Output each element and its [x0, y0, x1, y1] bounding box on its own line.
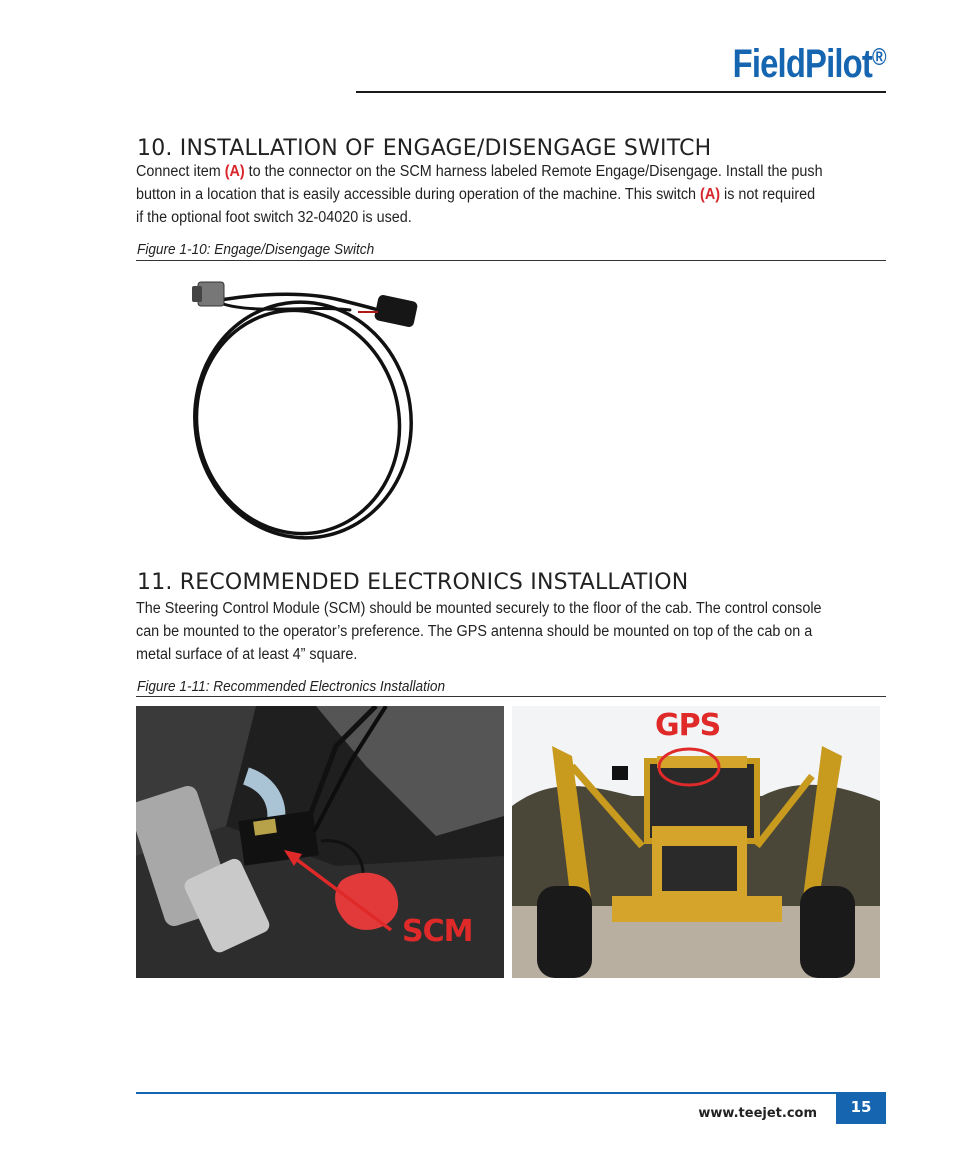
footer-rule	[136, 1092, 886, 1094]
engage-switch-photo	[180, 270, 440, 545]
s10-line-3: if the optional foot switch 32-04020 is used.	[136, 209, 412, 227]
footer-url[interactable]: www.teejet.com	[698, 1106, 817, 1121]
scm-label: SCM	[402, 914, 473, 949]
figure-1-10-caption: Figure 1-10: Engage/Disengage Switch	[137, 242, 375, 258]
header-rule	[356, 91, 886, 93]
section-10-paragraph	[136, 160, 888, 230]
s11-line-2: can be mounted to the operator’s preference. The GPS antenna should be mounted on top of the cab on a	[136, 623, 813, 641]
brand-logo	[733, 42, 886, 87]
push-switch-icon	[192, 282, 224, 306]
section-10-heading: 10. INSTALLATION OF ENGAGE/DISENGAGE SWITCH	[137, 136, 712, 161]
brand-name: FieldPilot	[732, 42, 873, 86]
s11-line-1: The Steering Control Module (SCM) should be mounted securely to the floor of the cab. The control console	[136, 600, 822, 617]
s10-line-1: Connect item (A) to the connector on the SCM harness labeled Remote Engage/Disengage. Install the push	[136, 163, 823, 180]
s10-line-2: button in a location that is easily accessible during operation of the machine. This switch (A) is not required	[136, 186, 816, 204]
registered-mark: ®	[872, 44, 886, 71]
figure-1-11-caption: Figure 1-11: Recommended Electronics Installation	[137, 679, 446, 695]
wheel-left-icon	[537, 886, 592, 978]
section-11-heading: 11. RECOMMENDED ELECTRONICS INSTALLATION	[137, 570, 689, 595]
gps-sprayer-photo	[512, 706, 880, 978]
s11-line-3: metal surface of at least 4” square.	[136, 646, 358, 664]
page-number: 15	[836, 1093, 886, 1124]
section-11-paragraph	[136, 597, 888, 667]
connector-icon	[358, 294, 418, 328]
scm-cab-photo	[136, 706, 504, 978]
figure-1-10-rule	[136, 260, 886, 261]
wheel-right-icon	[800, 886, 855, 978]
gps-label: GPS	[655, 708, 721, 743]
figure-1-11-rule	[136, 696, 886, 697]
